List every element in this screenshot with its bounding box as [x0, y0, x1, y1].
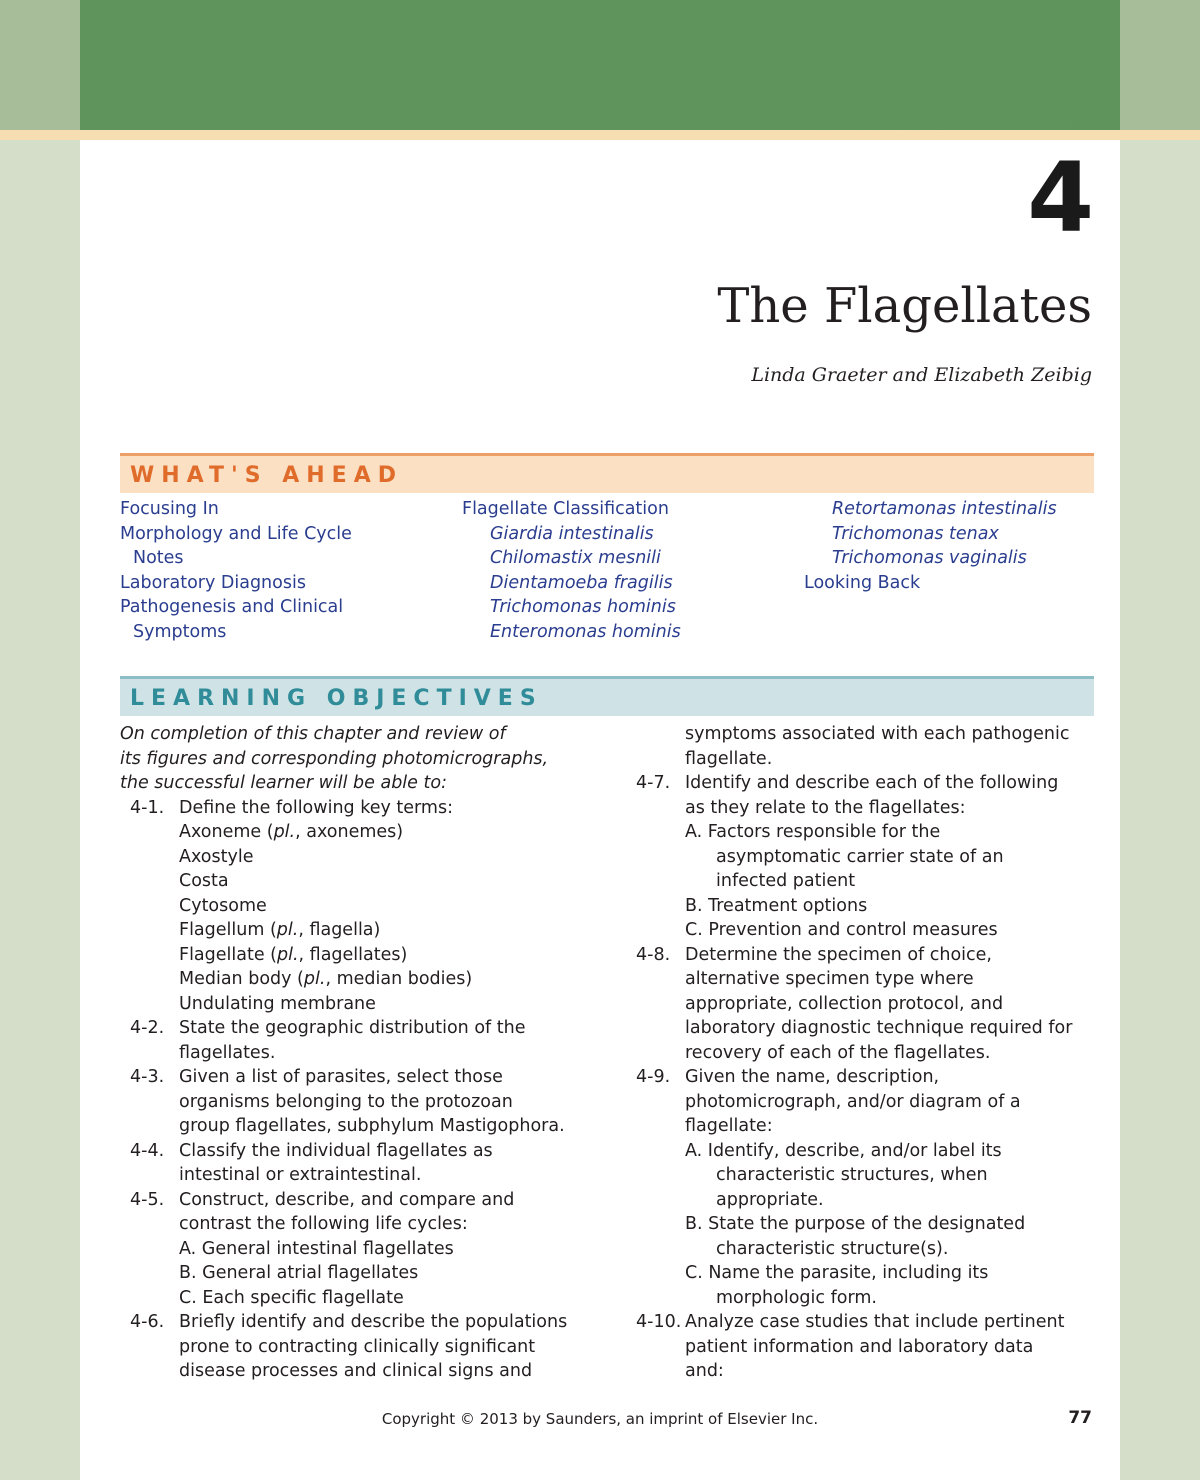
- objective-text: intestinal or extraintestinal.: [179, 1165, 422, 1185]
- objective-text: Determine the specimen of choice,: [685, 944, 992, 965]
- objective-text: prone to contracting clinically significant: [179, 1336, 536, 1357]
- objective-line: [120, 845, 600, 870]
- objective-text: Cytosome: [179, 895, 267, 916]
- objective-line: [120, 1163, 600, 1188]
- whats-ahead-heading: WHAT'S AHEAD: [120, 453, 1094, 493]
- objective-line: [120, 1090, 600, 1115]
- objective-text: as they relate to the flagellates:: [685, 797, 966, 818]
- objective-item: [636, 1065, 1106, 1090]
- chapter-label: CHAPTER: [809, 93, 1095, 139]
- objective-text: group flagellates, subphylum Mastigophora.: [179, 1116, 565, 1136]
- objective-line: [120, 918, 600, 943]
- objective-line: [636, 918, 1106, 943]
- toc-item-enteromonas[interactable]: Enteromonas hominis: [490, 621, 681, 642]
- objective-line: [636, 820, 1106, 845]
- objective-text: C. Name the parasite, including its: [685, 1263, 989, 1283]
- objective-text: characteristic structures, when: [716, 1165, 988, 1185]
- objective-item: [636, 1310, 1106, 1335]
- toc-item-trichomonas-hominis[interactable]: Trichomonas hominis: [490, 597, 676, 617]
- objective-number: 4-4.: [130, 1140, 165, 1161]
- objective-item: [120, 1310, 600, 1335]
- objective-item: [120, 1139, 600, 1164]
- objective-text: flagellates.: [179, 1042, 276, 1063]
- objective-line: [120, 1261, 600, 1286]
- toc-column-3: [804, 497, 1057, 595]
- objective-text: B. Treatment options: [685, 895, 868, 916]
- objectives-intro-line: On completion of this chapter and review of: [120, 724, 506, 744]
- objective-line: [120, 1359, 600, 1384]
- objective-line: [120, 820, 600, 845]
- objective-line: [636, 967, 1106, 992]
- objective-text: Given the name, description,: [685, 1067, 940, 1087]
- objective-text: A. General intestinal flagellates: [179, 1238, 454, 1259]
- objective-line: [120, 967, 600, 992]
- objective-text: Flagellate (pl., flagellates): [179, 944, 408, 965]
- toc-column-1: [120, 497, 352, 644]
- top-band-left: [0, 0, 80, 130]
- objective-line: [636, 1139, 1106, 1164]
- right-margin-band: [1120, 0, 1200, 1480]
- objective-line: [636, 747, 1106, 772]
- objective-number: 4-6.: [130, 1312, 165, 1332]
- objective-line: [120, 1212, 600, 1237]
- objective-text: characteristic structure(s).: [716, 1238, 949, 1259]
- objective-text: Given a list of parasites, select those: [179, 1067, 503, 1087]
- objective-text: alternative specimen type where: [685, 969, 974, 989]
- objective-item: [636, 943, 1106, 968]
- objectives-intro-line: its figures and corresponding photomicrographs,: [120, 748, 549, 769]
- objectives-column-1: [120, 722, 600, 1384]
- objective-line: [636, 1016, 1106, 1041]
- objective-text: appropriate, collection protocol, and: [685, 993, 1004, 1014]
- objective-line: [120, 869, 600, 894]
- toc-item-pathogenesis[interactable]: Pathogenesis and Clinical: [120, 597, 344, 617]
- objective-text: photomicrograph, and/or diagram of a: [685, 1091, 1021, 1112]
- objective-text: contrast the following life cycles:: [179, 1214, 468, 1234]
- objective-text: A. Identify, describe, and/or label its: [685, 1140, 1002, 1161]
- objective-line: [120, 943, 600, 968]
- objectives-intro-line: the successful learner will be able to:: [120, 773, 447, 793]
- objective-number: 4-10.: [636, 1312, 682, 1332]
- learning-objectives-heading: LEARNING OBJECTIVES: [120, 676, 1094, 716]
- toc-item-giardia[interactable]: Giardia intestinalis: [490, 523, 654, 544]
- objective-line: [636, 1163, 1106, 1188]
- copyright-notice: Copyright © 2013 by Saunders, an imprint of Elsevier Inc.: [381, 1410, 819, 1428]
- objective-line: [636, 894, 1106, 919]
- objective-text: and:: [685, 1361, 724, 1381]
- objective-line: [636, 1041, 1106, 1066]
- objective-line: [636, 1188, 1106, 1213]
- objective-item: [120, 1065, 600, 1090]
- objective-line: [636, 1359, 1106, 1384]
- toc-item-trichomonas-tenax[interactable]: Trichomonas tenax: [832, 523, 999, 544]
- toc-item-classification[interactable]: Flagellate Classification: [462, 499, 669, 519]
- objective-line: [636, 992, 1106, 1017]
- objective-text: Analyze case studies that include pertinent: [685, 1312, 1065, 1332]
- objective-number: 4-9.: [636, 1067, 671, 1087]
- chapter-title: The Flagellates: [717, 278, 1092, 334]
- objective-line: [120, 1041, 600, 1066]
- objective-text: disease processes and clinical signs and: [179, 1361, 533, 1381]
- objective-line: [120, 992, 600, 1017]
- objective-number: 4-1.: [130, 797, 165, 818]
- objective-line: [636, 1114, 1106, 1139]
- objective-item: [120, 796, 600, 821]
- objective-text: symptoms associated with each pathogenic: [685, 724, 1070, 744]
- objective-text: recovery of each of the flagellates.: [685, 1042, 991, 1063]
- chapter-authors: Linda Graeter and Elizabeth Zeibig: [751, 364, 1092, 386]
- objective-text: Costa: [179, 871, 229, 891]
- objective-text: asymptomatic carrier state of an: [716, 846, 1004, 867]
- toc-item-morphology[interactable]: Morphology and Life Cycle: [120, 523, 352, 544]
- objective-text: Classify the individual flagellates as: [179, 1140, 493, 1161]
- toc-item-chilomastix[interactable]: Chilomastix mesnili: [490, 548, 661, 568]
- objective-text: State the geographic distribution of the: [179, 1018, 526, 1038]
- page-number: 77: [1068, 1408, 1092, 1428]
- objective-item: [120, 1016, 600, 1041]
- objective-number: 4-2.: [130, 1018, 165, 1038]
- objective-item: [120, 1188, 600, 1213]
- objective-text: Axoneme (pl., axonemes): [179, 822, 404, 842]
- objective-text: Flagellum (pl., flagella): [179, 920, 381, 940]
- objective-text: Undulating membrane: [179, 993, 376, 1014]
- toc-item-retortamonas[interactable]: Retortamonas intestinalis: [832, 499, 1057, 519]
- top-band-right: [1120, 0, 1200, 130]
- objective-text: C. Prevention and control measures: [685, 920, 998, 940]
- toc-item-looking-back[interactable]: Looking Back: [804, 572, 921, 593]
- left-margin-band: [0, 0, 80, 1480]
- objective-number: 4-5.: [130, 1189, 165, 1210]
- objective-line: [120, 1237, 600, 1262]
- objective-number: 4-8.: [636, 944, 671, 965]
- objective-text: flagellate.: [685, 748, 773, 769]
- objective-line: [636, 1090, 1106, 1115]
- objective-line: [636, 845, 1106, 870]
- objectives-column-2: [636, 722, 1106, 1384]
- toc-item-pathogenesis-cont[interactable]: Symptoms: [133, 621, 227, 642]
- objective-line: [636, 722, 1106, 747]
- objective-text: A. Factors responsible for the: [685, 822, 941, 842]
- objective-line: [120, 1114, 600, 1139]
- toc-item-lab-diagnosis[interactable]: Laboratory Diagnosis: [120, 572, 306, 593]
- toc-item-dientamoeba[interactable]: Dientamoeba fragilis: [490, 572, 673, 593]
- objective-line: [120, 1286, 600, 1311]
- objective-item: [636, 771, 1106, 796]
- objective-line: [636, 1212, 1106, 1237]
- objective-line: [636, 1286, 1106, 1311]
- objective-text: Identify and describe each of the following: [685, 773, 1059, 793]
- objective-text: Define the following key terms:: [179, 797, 453, 818]
- objective-line: [636, 869, 1106, 894]
- objective-line: [636, 796, 1106, 821]
- objective-number: 4-7.: [636, 773, 671, 793]
- objective-text: B. State the purpose of the designated: [685, 1214, 1026, 1234]
- objective-text: patient information and laboratory data: [685, 1336, 1034, 1357]
- objective-line: [120, 1335, 600, 1360]
- objective-text: B. General atrial flagellates: [179, 1263, 419, 1283]
- objective-line: [636, 1261, 1106, 1286]
- objective-text: infected patient: [716, 871, 856, 891]
- objective-text: Briefly identify and describe the populations: [179, 1312, 568, 1332]
- objective-text: Construct, describe, and compare and: [179, 1189, 515, 1210]
- objective-number: 4-3.: [130, 1067, 165, 1087]
- chapter-number: 4: [1027, 142, 1094, 254]
- toc-item-trichomonas-vaginalis[interactable]: Trichomonas vaginalis: [832, 548, 1027, 568]
- objective-line: [636, 1335, 1106, 1360]
- objective-text: C. Each specific flagellate: [179, 1287, 404, 1308]
- objective-text: organisms belonging to the protozoan: [179, 1091, 513, 1112]
- objective-line: [120, 894, 600, 919]
- toc-item-focusing-in[interactable]: Focusing In: [120, 499, 219, 519]
- objective-text: Median body (pl., median bodies): [179, 969, 473, 989]
- toc-item-morphology-cont[interactable]: Notes: [133, 548, 184, 568]
- objective-text: appropriate.: [716, 1189, 824, 1210]
- toc-column-2: [462, 497, 681, 644]
- objective-line: [636, 1237, 1106, 1262]
- objective-text: laboratory diagnostic technique required for: [685, 1018, 1073, 1038]
- objective-text: Axostyle: [179, 846, 254, 867]
- objective-text: morphologic form.: [716, 1287, 877, 1308]
- objective-text: flagellate:: [685, 1116, 773, 1136]
